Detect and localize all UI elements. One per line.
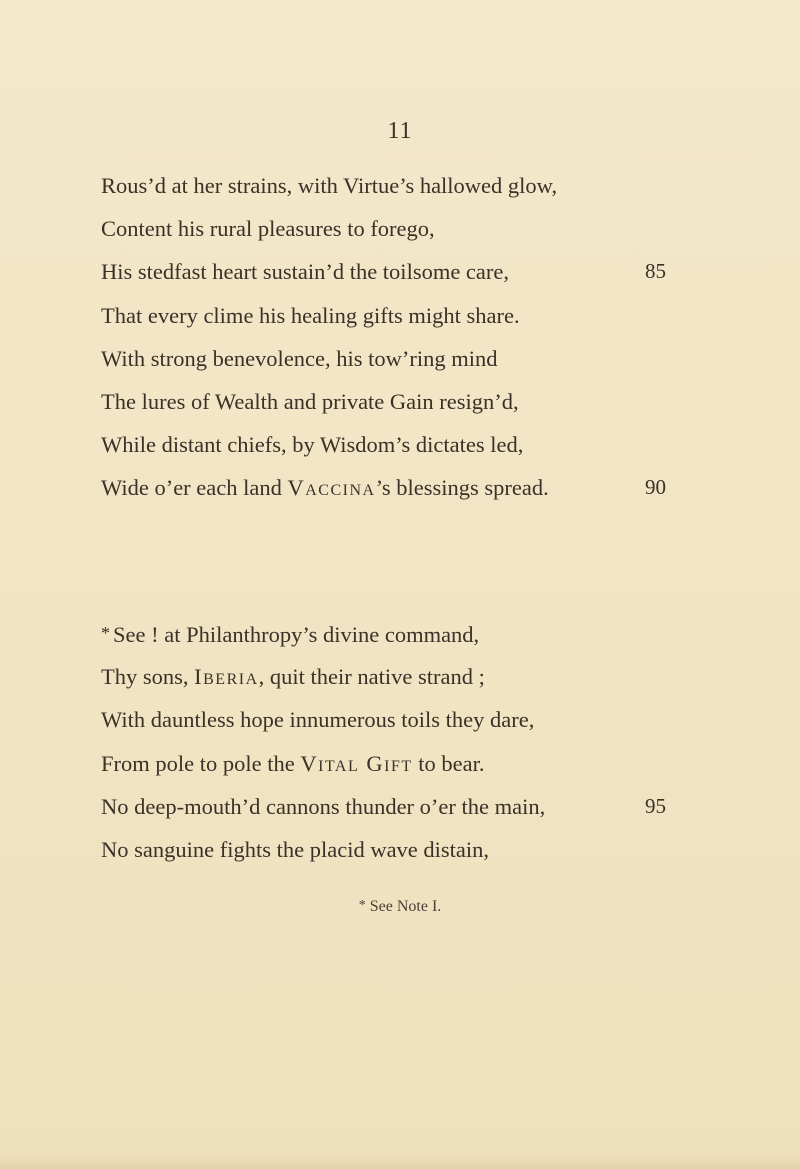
verse-line [0, 337, 800, 380]
verse-line [0, 294, 800, 337]
verse-text-before: From pole to pole the [101, 750, 301, 776]
verse-text [101, 612, 479, 656]
verse-line [0, 655, 800, 698]
verse-text: No sanguine fights the placid wave distain, [101, 836, 490, 862]
verse-line [0, 612, 800, 655]
verse-text: No deep-mouth’d cannons thunder o’er the main, [101, 793, 546, 819]
verse-text: That every clime his healing gifts might share. [101, 302, 520, 328]
verse-text-after: to bear. [412, 750, 485, 776]
verse-text: While distant chiefs, by Wisdom’s dictates led, [101, 432, 524, 458]
verse-text: With dauntless hope innumerous toils they dare, [101, 707, 535, 733]
footnote-text: See Note I. [369, 898, 442, 915]
footnote-marker: * [358, 898, 366, 913]
verse-line [0, 828, 800, 871]
verse-line [0, 698, 800, 741]
verse-text: With strong benevolence, his tow’ring mind [101, 345, 498, 371]
verse-line [0, 380, 800, 423]
stanza-first [0, 164, 800, 510]
small-caps-name: Vital Gift [300, 750, 413, 776]
verse-line [0, 250, 800, 293]
footnote-marker: * [101, 623, 110, 643]
verse-line [0, 466, 800, 509]
verse-text-after: ’s blessings spread. [375, 475, 549, 501]
small-caps-name: Iberia [194, 664, 259, 690]
footnote [0, 898, 800, 916]
stanza-second [0, 612, 800, 871]
line-number: 95 [645, 793, 666, 818]
verse-line [0, 742, 800, 785]
verse-line [0, 164, 800, 207]
verse-text-after: , quit their native strand ; [258, 664, 485, 690]
line-number: 90 [645, 475, 666, 500]
verse-line [0, 207, 800, 250]
verse-text: The lures of Wealth and private Gain resign’d, [101, 388, 519, 414]
verse-line [0, 423, 800, 466]
verse-text-body: See ! at Philanthropy’s divine command, [113, 622, 480, 647]
small-caps-name: Vaccina [287, 475, 376, 501]
verse-text: His stedfast heart sustain’d the toilsome care, [101, 259, 510, 285]
verse-text [101, 466, 549, 509]
verse-text [101, 742, 485, 785]
line-number: 85 [645, 259, 666, 284]
verse-text: Content his rural pleasures to forego, [101, 216, 435, 242]
page-number: 11 [387, 118, 413, 144]
verse-text-before: Wide o’er each land [101, 475, 288, 501]
verse-text: Rous’d at her strains, with Virtue’s hallowed glow, [101, 173, 558, 198]
verse-line [0, 785, 800, 828]
verse-text-before: Thy sons, [101, 664, 195, 690]
paper-edge-shadow [0, 1155, 800, 1169]
verse-text [101, 655, 485, 698]
